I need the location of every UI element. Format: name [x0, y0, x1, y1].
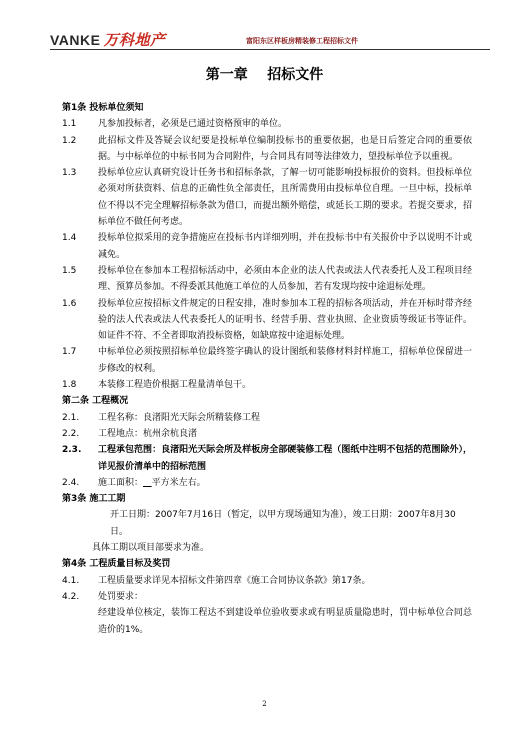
clause-text: 工程地点：杭州余杭良渚 — [98, 428, 198, 439]
clause-text: 凡参加投标者，必须是已通过资格预审的单位。 — [98, 119, 288, 130]
clause-2-4 — [62, 475, 472, 491]
header-rule — [50, 49, 490, 50]
clause-1-2 — [62, 133, 472, 166]
clause-text: 本装修工程造价根据工程量清单包干。 — [98, 380, 252, 391]
document-body — [62, 100, 472, 638]
clause-text: 投标单位应认真研究设计任务书和招标条款，了解一切可能影响投标报价的资料。但投标单位必须对所获资料、信息的正确性负全部责任，且所需费用由投标单位自理。一旦中标，投标单位不得以不完全理解招标条款为借口，而提出额外赔偿，或延长工期的要求。若提交要求，招标单位不做任何考虑。 — [98, 168, 472, 228]
chapter-title: 第一章 招标文件 — [205, 67, 324, 83]
clause-number: 1.1 — [62, 119, 77, 130]
clause-text: 投标单位拟采用的竞争措施应在投标书内详细列明，并在投标书中有关报价中予以说明不计或减免。 — [98, 233, 472, 260]
clause-number: 1.3 — [62, 168, 77, 179]
clause-number: 2.4. — [62, 477, 80, 488]
area-unit: 平方米左右。 — [151, 477, 206, 488]
clause-text: 工程承包范围：良渚阳光天际会所及样板房全部硬装修工程（图纸中注明不包括的范围除外），详见报价清单中的招标范围 — [98, 445, 472, 472]
section-title-3: 第3条 施工工期 — [62, 494, 126, 505]
page-number: 2 — [262, 700, 267, 708]
clause-text: 工程质量要求详见本招标文件第四章《施工合同协议条款》第17条。 — [98, 575, 371, 586]
clause-4-2 — [62, 589, 472, 605]
clause-1-8 — [62, 377, 472, 393]
clause-1-6 — [62, 296, 472, 345]
area-label: 施工面积： — [98, 477, 144, 488]
section-title-1: 第1条 投标单位须知 — [62, 103, 144, 113]
header-title: 富阳东区样板房精装修工程招标文件 — [246, 37, 358, 45]
area-blank — [143, 478, 152, 488]
schedule-note: 具体工期以项目部要求为准。 — [92, 543, 210, 554]
clause-number: 2.1. — [62, 412, 80, 423]
clause-1-7 — [62, 344, 472, 377]
clause-text: 此招标文件及答疑会议纪要是投标单位编制投标书的重要依据，也是日后签定合同的重要依据。与中标单位的中标书同为合同附件，与合同具有同等法律效力，望投标单位予以重视。 — [98, 135, 472, 162]
clause-text: 投标单位应按招标文件规定的日程安排，准时参加本工程的招标各项活动，并在开标时带齐经验的法人代表或法人代表委托人的证明书、经营手册、营业执照、企业资质等级证书等证件。如证件不符、不全者即取消投标资格，如缺席按中途退标处理。 — [98, 298, 472, 342]
clause-number: 2.2. — [62, 428, 80, 439]
vanke-logo — [50, 32, 165, 49]
clause-text: 中标单位必须按照招标单位最终签字确认的设计图纸和装修材料封样施工，招标单位保留进一步修改的权利。 — [98, 347, 472, 374]
penalty-text: 经建设单位核定，装饰工程达不到建设单位验收要求或有明显质量隐患时，罚中标单位合同总造价的1%。 — [98, 608, 472, 635]
clause-number: 1.5 — [62, 265, 77, 276]
page-header — [50, 28, 490, 50]
clause-number: 4.1. — [62, 575, 80, 586]
clause-number: 1.2 — [62, 135, 77, 146]
clause-1-1 — [62, 116, 472, 132]
section-title-4: 第4条 工程质量目标及奖罚 — [62, 559, 171, 570]
clause-text — [98, 475, 472, 491]
clause-text: 工程名称：良渚阳光天际会所精装修工程 — [98, 412, 261, 423]
clause-1-3 — [62, 165, 472, 230]
schedule-line: 开工日期：2007年7月16日（暂定，以甲方现场通知为准），竣工日期：2007年8月30日。 — [110, 510, 456, 537]
clause-number: 1.7 — [62, 347, 77, 358]
logo-en: VANKE — [50, 32, 101, 48]
clause-number: 2.3. — [62, 445, 82, 456]
clause-number: 1.6 — [62, 298, 77, 309]
clause-1-4 — [62, 230, 472, 263]
clause-1-5 — [62, 263, 472, 296]
clause-4-1 — [62, 573, 472, 589]
clause-2-2 — [62, 426, 472, 442]
section-title-2: 第二条 工程概况 — [62, 396, 129, 407]
clause-2-3 — [62, 442, 472, 475]
clause-number: 4.2. — [62, 591, 80, 602]
clause-2-1 — [62, 410, 472, 426]
clause-number: 1.8 — [62, 380, 77, 391]
clause-text: 投标单位在参加本工程招标活动中，必须由本企业的法人代表或法人代表委托人及工程项目经理、预算员参加。不得委派其他施工单位的人员参加，若有发现均按中途退标处理。 — [98, 265, 472, 293]
clause-text: 处罚要求： — [98, 591, 144, 602]
logo-cn: 万科地产 — [103, 32, 166, 49]
clause-number: 1.4 — [62, 233, 77, 244]
